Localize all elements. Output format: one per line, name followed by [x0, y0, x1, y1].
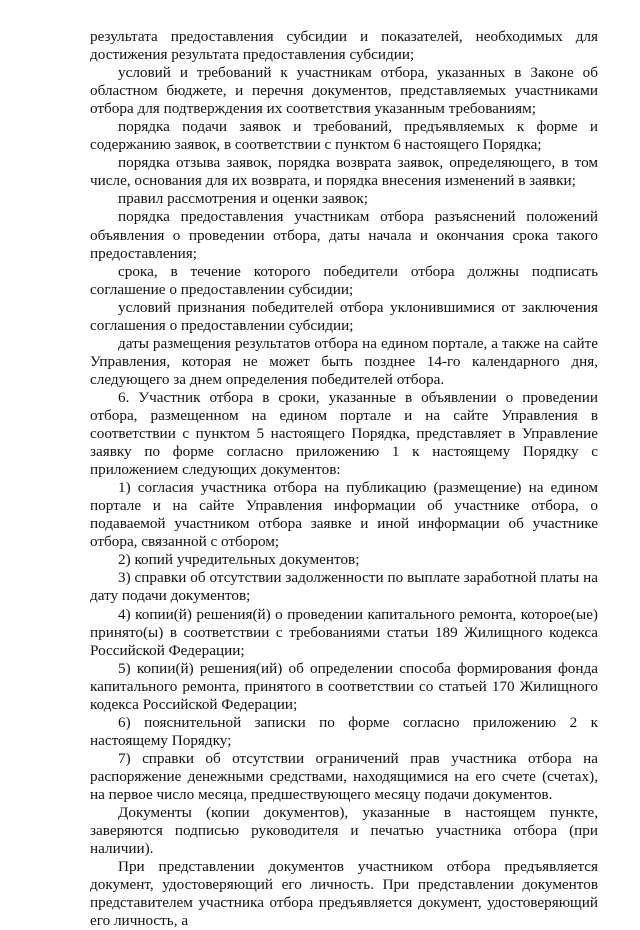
paragraph: даты размещения результатов отбора на едином портале, а также на сайте Управления, которая не может быть позднее 14-го календарного дня, следующего за днем определения победителей отбора. — [90, 334, 598, 388]
paragraph: порядка отзыва заявок, порядка возврата заявок, определяющего, в том числе, основания для их возврата, и порядка внесения изменений в заявки; — [90, 154, 598, 190]
paragraph: порядка подачи заявок и требований, предъявляемых к форме и содержанию заявок, в соответствии с пунктом 6 настоящего Порядка; — [90, 118, 598, 154]
paragraph: порядка предоставления участникам отбора разъяснений положений объявления о проведении отбора, даты начала и окончания срока такого предоставления; — [90, 208, 598, 262]
list-item: 5) копии(й) решения(ий) об определении способа формирования фонда капитального ремонта, принятого в соответствии со статьей 170 Жилищного кодекса Российской Федерации; — [90, 659, 598, 713]
list-item: 1) согласия участника отбора на публикацию (размещение) на едином портале и на сайте Управления информации об участнике отбора, о подаваемой участником отбора заявке и иной информации об участнике отбора, связанной с отбором; — [90, 479, 598, 551]
paragraph: Документы (копии документов), указанные в настоящем пункте, заверяются подписью руководителя и печатью участника отбора (при наличии). — [90, 804, 598, 858]
list-item: 4) копии(й) решения(й) о проведении капитального ремонта, которое(ые) принято(ы) в соответствии с требованиями статьи 189 Жилищного кодекса Российской Федерации; — [90, 605, 598, 659]
paragraph: условий признания победителей отбора уклонившимися от заключения соглашения о предоставлении субсидии; — [90, 298, 598, 334]
paragraph: 6. Участник отбора в сроки, указанные в объявлении о проведении отбора, размещенном на едином портале и на сайте Управления в соответствии с пунктом 5 настоящего Порядка, представляет в Управление заявку по форме согласно приложению 1 к настоящему Порядку с приложением следующих документов: — [90, 388, 598, 479]
list-item: 2) копий учредительных документов; — [118, 551, 360, 569]
list-item: 3) справки об отсутствии задолженности по выплате заработной платы на дату подачи документов; — [90, 569, 598, 605]
paragraph: условий и требований к участникам отбора, указанных в Законе об областном бюджете, и перечня документов, представляемых участниками отбора для подтверждения их соответствия указанным требованиям; — [90, 64, 598, 118]
document-page — [90, 28, 598, 930]
paragraph: При представлении документов участником отбора предъявляется документ, удостоверяющий его личность. При представлении документов представителем участника отбора предъявляется документ, удостоверяющий его личность, а — [90, 858, 598, 930]
document-body — [90, 28, 598, 930]
paragraph: правил рассмотрения и оценки заявок; — [118, 190, 368, 208]
list-item: 7) справки об отсутствии ограничений прав участника отбора на распоряжение денежными средствами, находящимися на его счете (счетах), на первое число месяца, предшествующего месяцу подачи документов. — [90, 749, 598, 803]
paragraph: результата предоставления субсидии и показателей, необходимых для достижения результата предоставления субсидии; — [90, 28, 598, 64]
list-item: 6) пояснительной записки по форме согласно приложению 2 к настоящему Порядку; — [90, 713, 598, 749]
paragraph: срока, в течение которого победители отбора должны подписать соглашение о предоставлении субсидии; — [90, 262, 598, 298]
